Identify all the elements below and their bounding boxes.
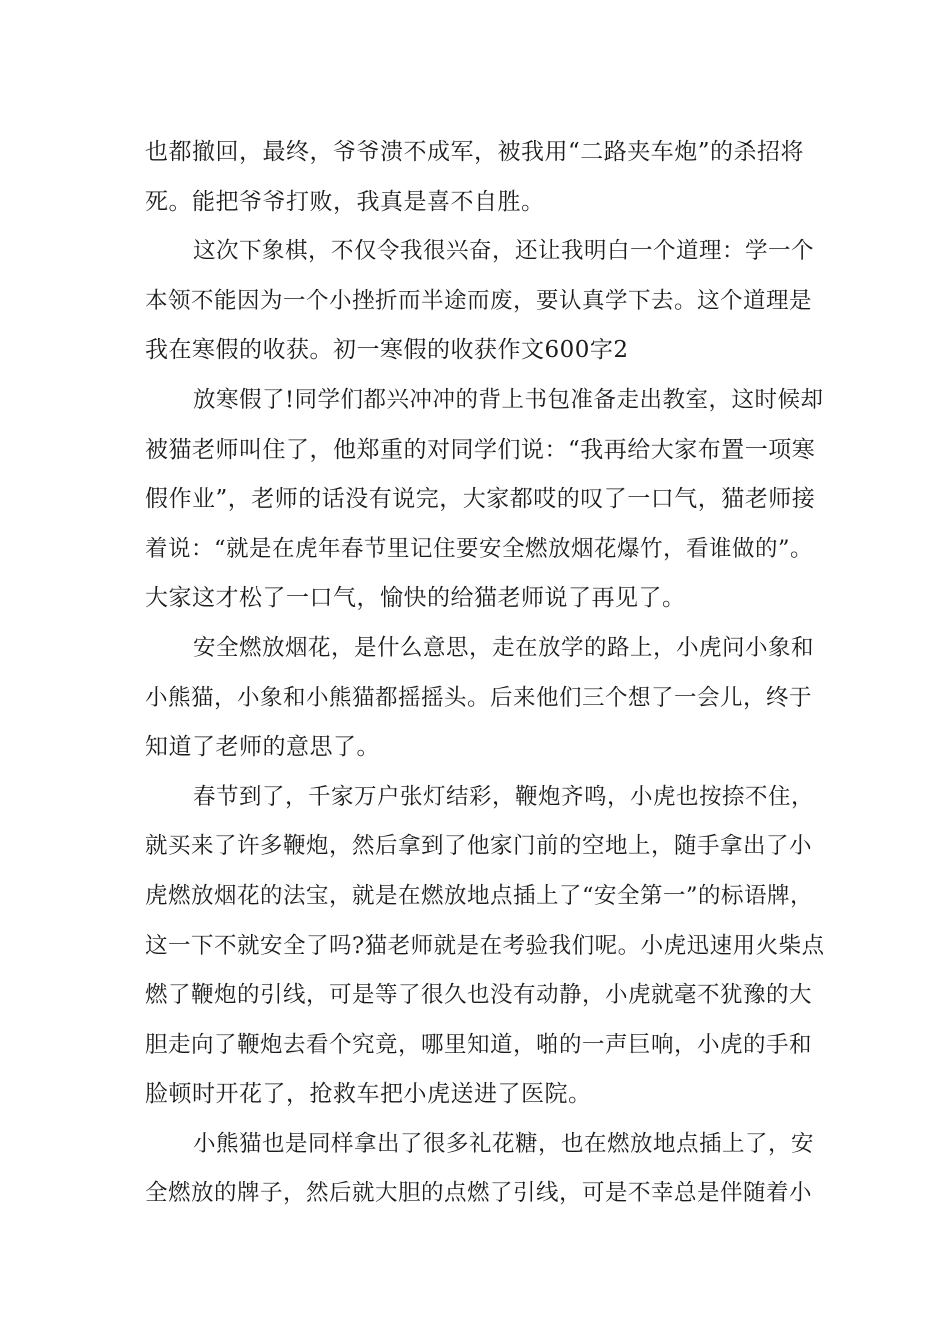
text-line: 本领不能因为一个小挫折而半途而废，要认真学下去。这个道理是 bbox=[145, 288, 813, 314]
text-line: 小熊猫，小象和小熊猫都摇摇头。后来他们三个想了一会儿，终于 bbox=[145, 685, 813, 711]
text-line: 知道了老师的意思了。 bbox=[145, 734, 380, 760]
text-line: 我在寒假的收获。初一寒假的收获作文600字2 bbox=[145, 337, 629, 363]
paragraph-first-line: 小熊猫也是同样拿出了很多礼花糖，也在燃放地点插上了，安 bbox=[193, 1131, 815, 1157]
text-line: 虎燃放烟花的法宝，就是在燃放地点插上了“安全第一”的标语牌， bbox=[145, 883, 814, 909]
paragraph-first-line: 这次下象棋，不仅令我很兴奋，还让我明白一个道理：学一个 bbox=[193, 238, 815, 264]
text-line: 死。能把爷爷打败，我真是喜不自胜。 bbox=[145, 189, 545, 215]
text-line: 这一下不就安全了吗?猫老师就是在考验我们呢。小虎迅速用火柴点 bbox=[145, 933, 825, 959]
text-line: 假作业”，老师的话没有说完，大家都哎的叹了一口气，猫老师接 bbox=[145, 486, 816, 512]
text-line: 全燃放的牌子，然后就大胆的点燃了引线，可是不幸总是伴随着小 bbox=[145, 1180, 813, 1206]
text-line: 着说：“就是在虎年春节里记住要安全燃放烟花爆竹，看谁做的”。 bbox=[145, 536, 814, 562]
text-line: 也都撤回，最终，爷爷溃不成军，被我用“二路夹车炮”的杀招将 bbox=[145, 139, 805, 165]
text-line: 脸顿时开花了，抢救车把小虎送进了医院。 bbox=[145, 1081, 592, 1107]
text-line: 胆走向了鞭炮去看个究竟，哪里知道，啪的一声巨响，小虎的手和 bbox=[145, 1032, 813, 1058]
text-line: 就买来了许多鞭炮，然后拿到了他家门前的空地上，随手拿出了小 bbox=[145, 833, 813, 859]
paragraph-first-line: 安全燃放烟花，是什么意思，走在放学的路上，小虎问小象和 bbox=[193, 635, 815, 661]
text-line: 大家这才松了一口气，愉快的给猫老师说了再见了。 bbox=[145, 585, 686, 611]
text-line: 燃了鞭炮的引线，可是等了很久也没有动静，小虎就毫不犹豫的大 bbox=[145, 982, 813, 1008]
paragraph-first-line: 放寒假了!同学们都兴冲冲的背上书包准备走出教室，这时候却 bbox=[193, 387, 824, 413]
paragraph-first-line: 春节到了，千家万户张灯结彩，鞭炮齐鸣，小虎也按捺不住， bbox=[193, 784, 815, 810]
text-line: 被猫老师叫住了，他郑重的对同学们说：“我再给大家布置一项寒 bbox=[145, 437, 816, 463]
